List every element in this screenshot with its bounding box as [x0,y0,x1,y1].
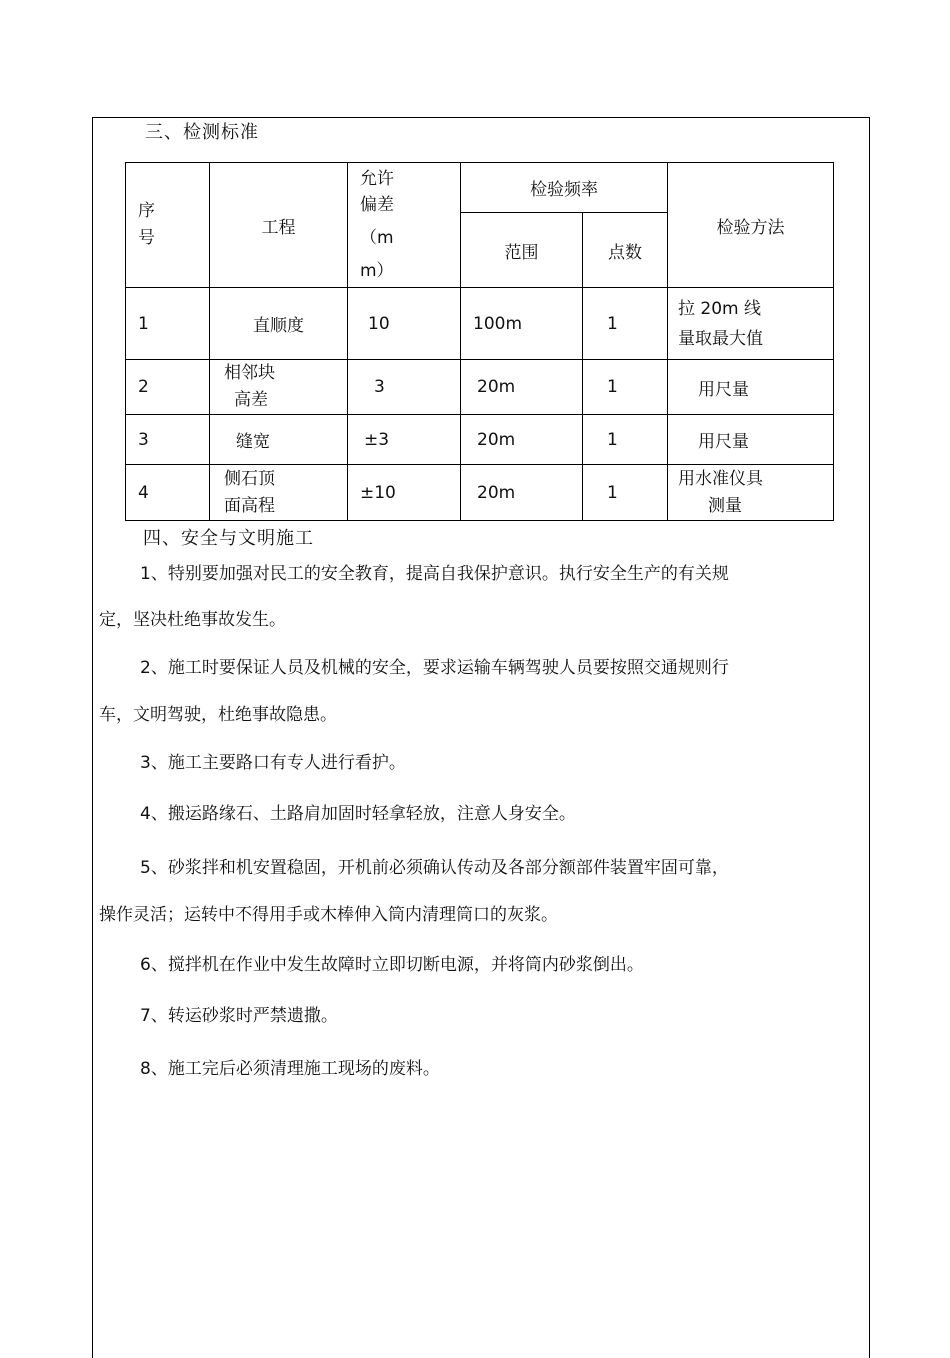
cell-tolerance: ±3 [348,415,461,465]
cell-points: 1 [583,415,668,465]
table-row [126,360,834,415]
item-6: 6、搅拌机在作业中发生故障时立即切断电源，并将筒内砂浆倒出。 [140,955,644,975]
header-tolerance: 允许 偏差 （m m） [348,163,461,288]
header-project: 工程 [210,163,348,288]
item-2-line-1: 2、施工时要保证人员及机械的安全，要求运输车辆驾驶人员要按照交通规则行 [140,658,729,678]
cell-method: 用尺量 [668,415,834,465]
cell-method: 用尺量 [668,360,834,415]
cell-range: 20m [461,465,583,521]
item-5-line-2: 操作灵活；运转中不得用手或木棒伸入筒内清理筒口的灰浆。 [99,905,558,925]
cell-project: 缝宽 [210,415,348,465]
item-8: 8、施工完后必须清理施工现场的废料。 [140,1059,440,1079]
item-5-line-1: 5、砂浆拌和机安置稳固，开机前必须确认传动及各部分额部件装置牢固可靠， [140,858,729,878]
item-1-line-2: 定，坚决杜绝事故发生。 [99,610,286,630]
table-row [126,288,834,360]
section-3-title: 三、检测标准 [145,122,259,143]
cell-range: 20m [461,360,583,415]
item-1-line-1: 1、特别要加强对民工的安全教育，提高自我保护意识。执行安全生产的有关规 [140,564,729,584]
cell-tolerance: ±10 [348,465,461,521]
cell-range: 100m [461,288,583,360]
item-3: 3、施工主要路口有专人进行看护。 [140,753,406,773]
cell-no: 2 [126,360,210,415]
header-frequency: 检验频率 [461,163,668,213]
cell-points: 1 [583,288,668,360]
item-2-line-2: 车，文明驾驶，杜绝事故隐患。 [99,705,337,725]
cell-points: 1 [583,360,668,415]
header-method: 检验方法 [668,163,834,288]
header-range: 范围 [461,213,583,288]
header-no: 序 号 [126,163,210,288]
cell-method: 拉 20m 线 量取最大值 [668,288,834,360]
header-points: 点数 [583,213,668,288]
cell-project: 直顺度 [210,288,348,360]
cell-project: 相邻块 高差 [210,360,348,415]
table-row [126,415,834,465]
cell-no: 1 [126,288,210,360]
item-7: 7、转运砂浆时严禁遗撒。 [140,1006,338,1026]
cell-method: 用水准仪具 测量 [668,465,834,521]
cell-no: 4 [126,465,210,521]
table-row [126,465,834,521]
cell-points: 1 [583,465,668,521]
table-header-row [126,163,834,213]
cell-no: 3 [126,415,210,465]
cell-tolerance: 10 [348,288,461,360]
section-4-title: 四、安全与文明施工 [143,528,314,549]
item-4: 4、搬运路缘石、土路肩加固时轻拿轻放，注意人身安全。 [140,804,576,824]
cell-project: 侧石顶 面高程 [210,465,348,521]
cell-range: 20m [461,415,583,465]
inspection-standards-table [125,162,834,521]
cell-tolerance: 3 [348,360,461,415]
